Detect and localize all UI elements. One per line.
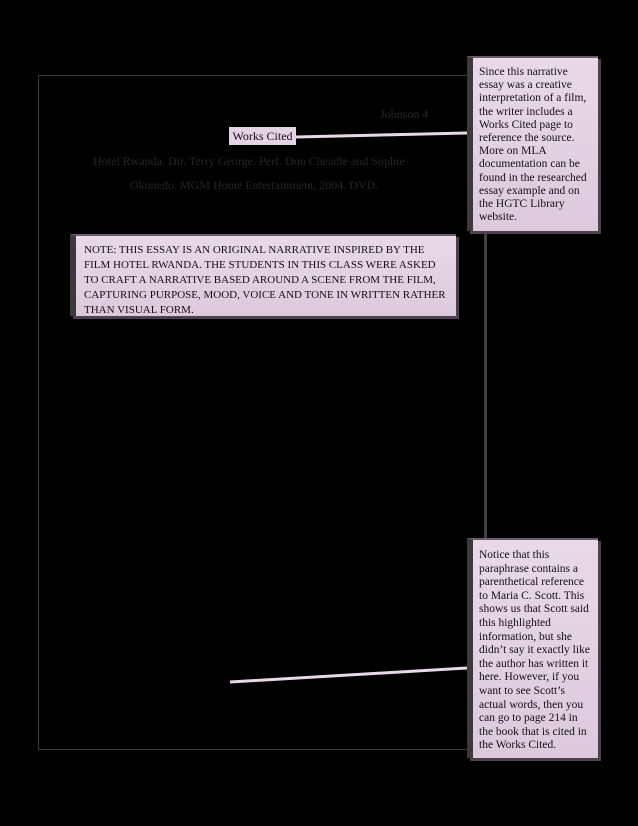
works-cited-heading: Works Cited	[229, 127, 296, 145]
callout-paraphrase-explanation: Notice that this paraphrase contains a parenthetical reference to Maria C. Scott. This shows us that Scott said this highlighted information, but she didn’t say it exactly like the author has written it here. However, if you want to see Scott’s actual words, then you can go to page 214 in the book that is cited in the Works Cited.	[467, 538, 598, 758]
document-page	[38, 75, 485, 750]
running-head: Johnson 4	[380, 107, 429, 121]
callout-note: NOTE: THIS ESSAY IS AN ORIGINAL NARRATIVE INSPIRED BY THE FILM HOTEL RWANDA. THE STUDENTS IN THIS CLASS WERE ASKED TO CRAFT A NARRATIVE BASED AROUND A SCENE FROM THE FILM, CAPTURING PURPOSE, MOOD, VOICE AND TONE IN WRITTEN RATHER THAN VISUAL FORM.	[70, 234, 456, 316]
citation-line-2: Okonedo. MGM Home Entertainment, 2004. DVD.	[130, 178, 379, 192]
citation-line-1: Hotel Rwanda. Dir. Terry George. Perf. Don Cheadle and Sophie	[93, 154, 405, 168]
callout-works-cited-explanation: Since this narrative essay was a creative interpretation of a film, the writer includes a Works Cited page to reference the source. More on MLA documentation can be found in the researched essay example and on the HGTC Library website.	[467, 56, 598, 231]
